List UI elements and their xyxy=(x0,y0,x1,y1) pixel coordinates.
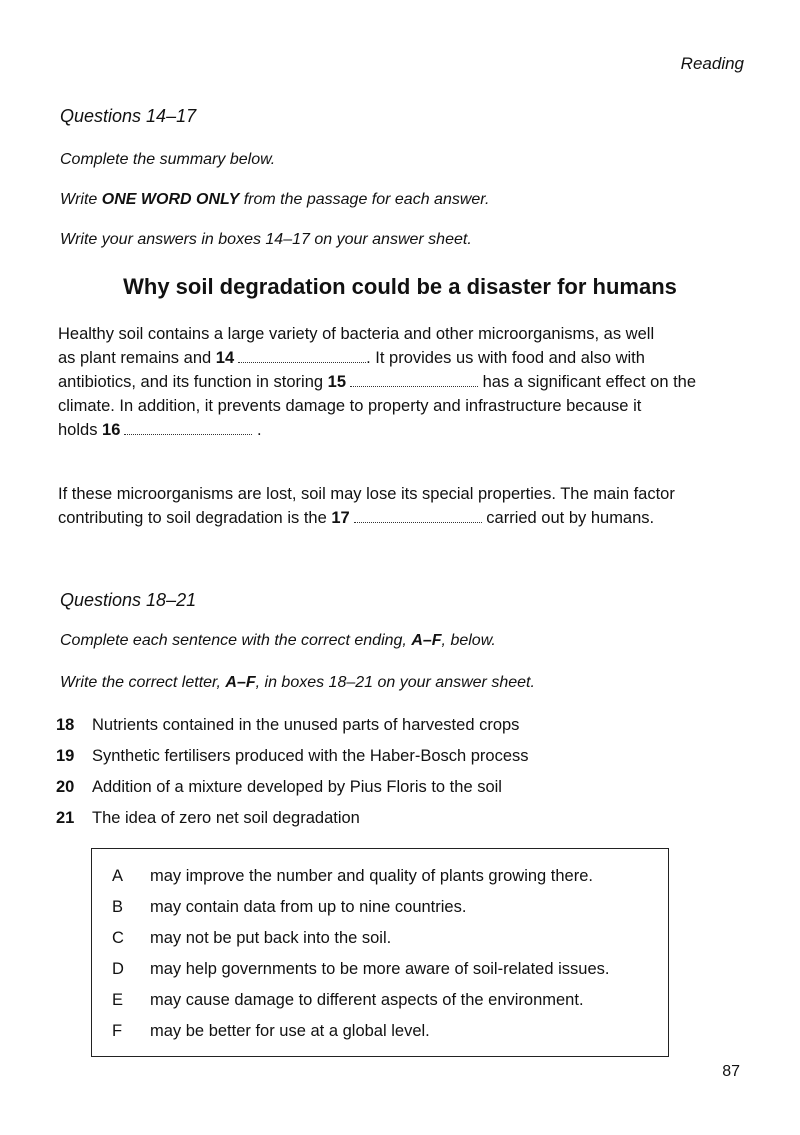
gap-17-blank xyxy=(354,510,482,523)
list-item: 20 Addition of a mixture developed by Pius Floris to the soil xyxy=(56,778,502,796)
questions-18-21-heading: Questions 18–21 xyxy=(60,590,197,610)
instruction-letters: Write the correct letter, A–F, in boxes 18–21 on your answer sheet. xyxy=(60,674,535,691)
gap-15-blank xyxy=(350,374,478,387)
gap-16-number: 16 xyxy=(102,421,121,439)
list-item: B may contain data from up to nine countries. xyxy=(112,898,467,916)
list-item: D may help governments to be more aware of soil-related issues. xyxy=(112,960,610,978)
sentence-list xyxy=(56,710,529,834)
list-item: E may cause damage to different aspects of the environment. xyxy=(112,991,584,1009)
list-item: F may be better for use at a global level. xyxy=(112,1022,430,1040)
gap-15-number: 15 xyxy=(327,373,347,391)
summary-paragraph-2: If these microorganisms are lost, soil may lose its special properties. The main factor contributing to soil degradation is the 17 carried out by humans. xyxy=(58,485,675,527)
gap-17-number: 17 xyxy=(331,509,350,527)
instruction-answer-boxes: Write your answers in boxes 14–17 on your answer sheet. xyxy=(60,231,472,248)
list-item: 18 Nutrients contained in the unused parts of harvested crops xyxy=(56,716,520,734)
instruction-word-limit: Write ONE WORD ONLY from the passage for each answer. xyxy=(60,191,490,208)
page-number: 87 xyxy=(722,1063,740,1080)
summary-title: Why soil degradation could be a disaster for humans xyxy=(123,274,677,299)
list-item: 21 The idea of zero net soil degradation xyxy=(56,809,360,827)
gap-14-number: 14 xyxy=(215,349,235,367)
list-item: A may improve the number and quality of plants growing there. xyxy=(112,867,593,885)
instruction-summary: Complete the summary below. xyxy=(60,151,276,168)
list-item: C may not be put back into the soil. xyxy=(112,929,392,947)
gap-16-blank xyxy=(124,422,252,435)
questions-14-17-heading: Questions 14–17 xyxy=(60,106,197,126)
list-item: 19 Synthetic fertilisers produced with the Haber-Bosch process xyxy=(56,747,529,765)
section-header: Reading xyxy=(680,54,744,73)
summary-paragraph-1: Healthy soil contains a large variety of bacteria and other microorganisms, as well as plant remains and 14 . It provides us with food and also with antibiotics, and its function in storing 15 has a significant effect on the climate. In addition, it prevents damage to property and infrastructure because it holds 16 . xyxy=(58,325,697,439)
instruction-sentence-endings: Complete each sentence with the correct ending, A–F, below. xyxy=(60,632,496,649)
endings-box xyxy=(91,848,669,1057)
gap-14-blank xyxy=(238,350,366,363)
